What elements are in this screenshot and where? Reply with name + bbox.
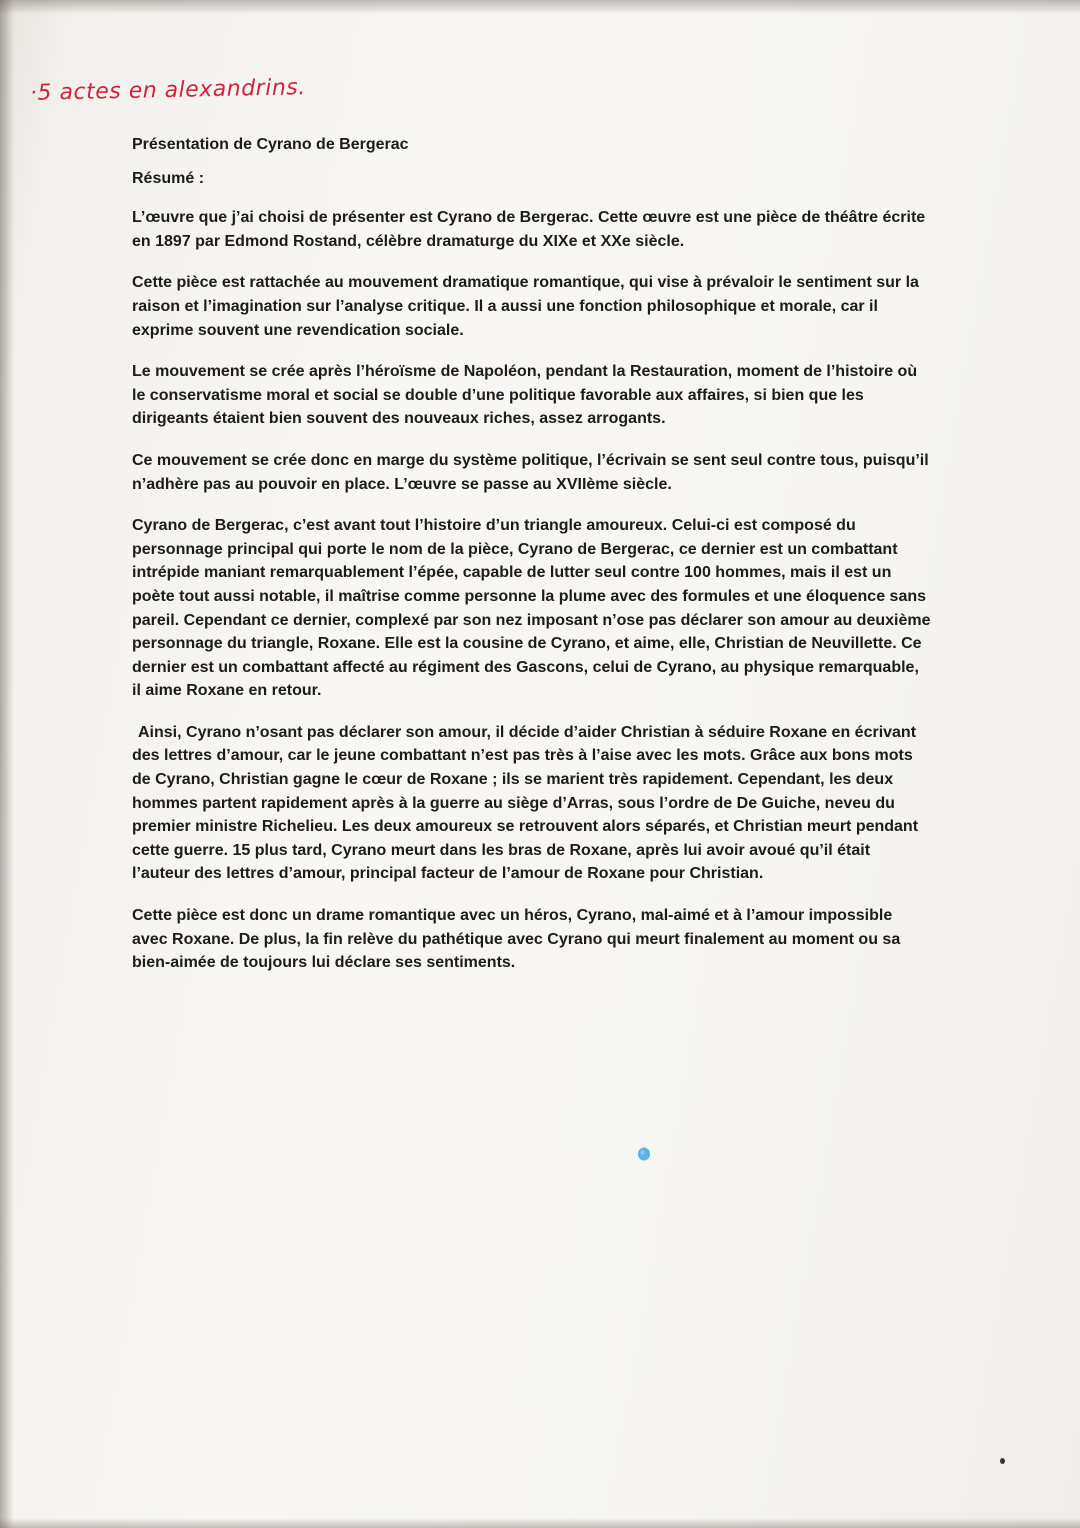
- blue-ink-blot-icon: [636, 1146, 652, 1162]
- bottom-edge-shadow: [0, 1518, 1080, 1528]
- section-heading-resume: Résumé :: [132, 169, 205, 187]
- paragraph-margin: Ce mouvement se crée donc en marge du système politique, l’écrivain se sent seul contre tous, puisqu’il n’adhère pas au pouvoir en place. L’œuvre se passe au XVIIème siècle.: [132, 451, 929, 493]
- paragraph-triangle: Cyrano de Bergerac, c’est avant tout l’histoire d’un triangle amoureux. Celui-ci est composé du personnage principal qui porte le nom de la pièce, Cyrano de Bergerac, ce dernier est un combattant intrépide maniant remarquablement l’épée, capable de lutter seul contre 100 hommes, mais il est un poète tout aussi notable, il maîtrise comme personne la plume avec des formules et une éloquence sans pareil. Cependant ce dernier, complexé par son nez imposant n’ose pas déclarer son amour au deuxième personnage du triangle, Roxane. Elle est la cousine de Cyrano, et aime, elle, Christian de Neuvillette. Ce dernier est un combattant affecté au régiment des Gascons, celui de Cyrano, au physique remarquable, il aime Roxane en retour.: [132, 517, 931, 700]
- paragraph-movement: Cette pièce est rattachée au mouvement dramatique romantique, qui vise à prévaloir le sentiment sur la raison et l’imagination sur l’analyse critique. Il a aussi une fonction philosophique et morale, car il exprime souvent une revendication sociale.: [132, 274, 919, 339]
- paragraph-intro: L’œuvre que j’ai choisi de présenter est Cyrano de Bergerac. Cette œuvre est une pièce de théâtre écrite en 1897 par Edmond Rostand, célèbre dramaturge du XIXe et XXe siècle.: [132, 209, 926, 250]
- top-edge-shadow: [0, 0, 1080, 14]
- paragraph-plot: Ainsi, Cyrano n’osant pas déclarer son amour, il décide d’aider Christian à séduire Roxane en écrivant des lettres d’amour, car le jeune combattant n’est pas très à l’aise avec les mots. Grâce aux bons mots de Cyrano, Christian gagne le cœur de Roxane ; ils se marient très rapidement. Cependant, les deux hommes partent rapidement après à la guerre au siège d’Arras, sous l’ordre de De Guiche, neveu du premier ministre Richelieu. Les deux amoureux se retrouvent alors séparés, et Christian meurt pendant cette guerre. 15 plus tard, Cyrano meurt dans les bras de Roxane, après lui avoir avoué qu’il était l’auteur des lettres d’amour, principal facteur de l’amour de Roxane pour Christian.: [132, 723, 919, 883]
- paragraph-context: Le mouvement se crée après l’héroïsme de Napoléon, pendant la Restauration, moment de l’histoire où le conservatisme moral et social se double d’une politique favorable aux affaires, si bien que les dirigeants étaient bien souvent des nouveaux riches, assez arrogants.: [132, 363, 918, 428]
- left-edge-shadow: [0, 0, 14, 1528]
- document-body: [132, 133, 932, 993]
- paragraph-conclusion: Cette pièce est donc un drame romantique avec un héros, Cyrano, mal-aimé et à l’amour impossible avec Roxane. De plus, la fin relève du pathétique avec Cyrano qui meurt finalement au moment ou sa bien-aimée de toujours lui déclare ses sentiments.: [132, 907, 901, 972]
- document-title: Présentation de Cyrano de Bergerac: [132, 136, 409, 153]
- paper-speck: [1000, 1458, 1005, 1464]
- handwritten-annotation: ·5 actes en alexandrins.: [29, 75, 306, 106]
